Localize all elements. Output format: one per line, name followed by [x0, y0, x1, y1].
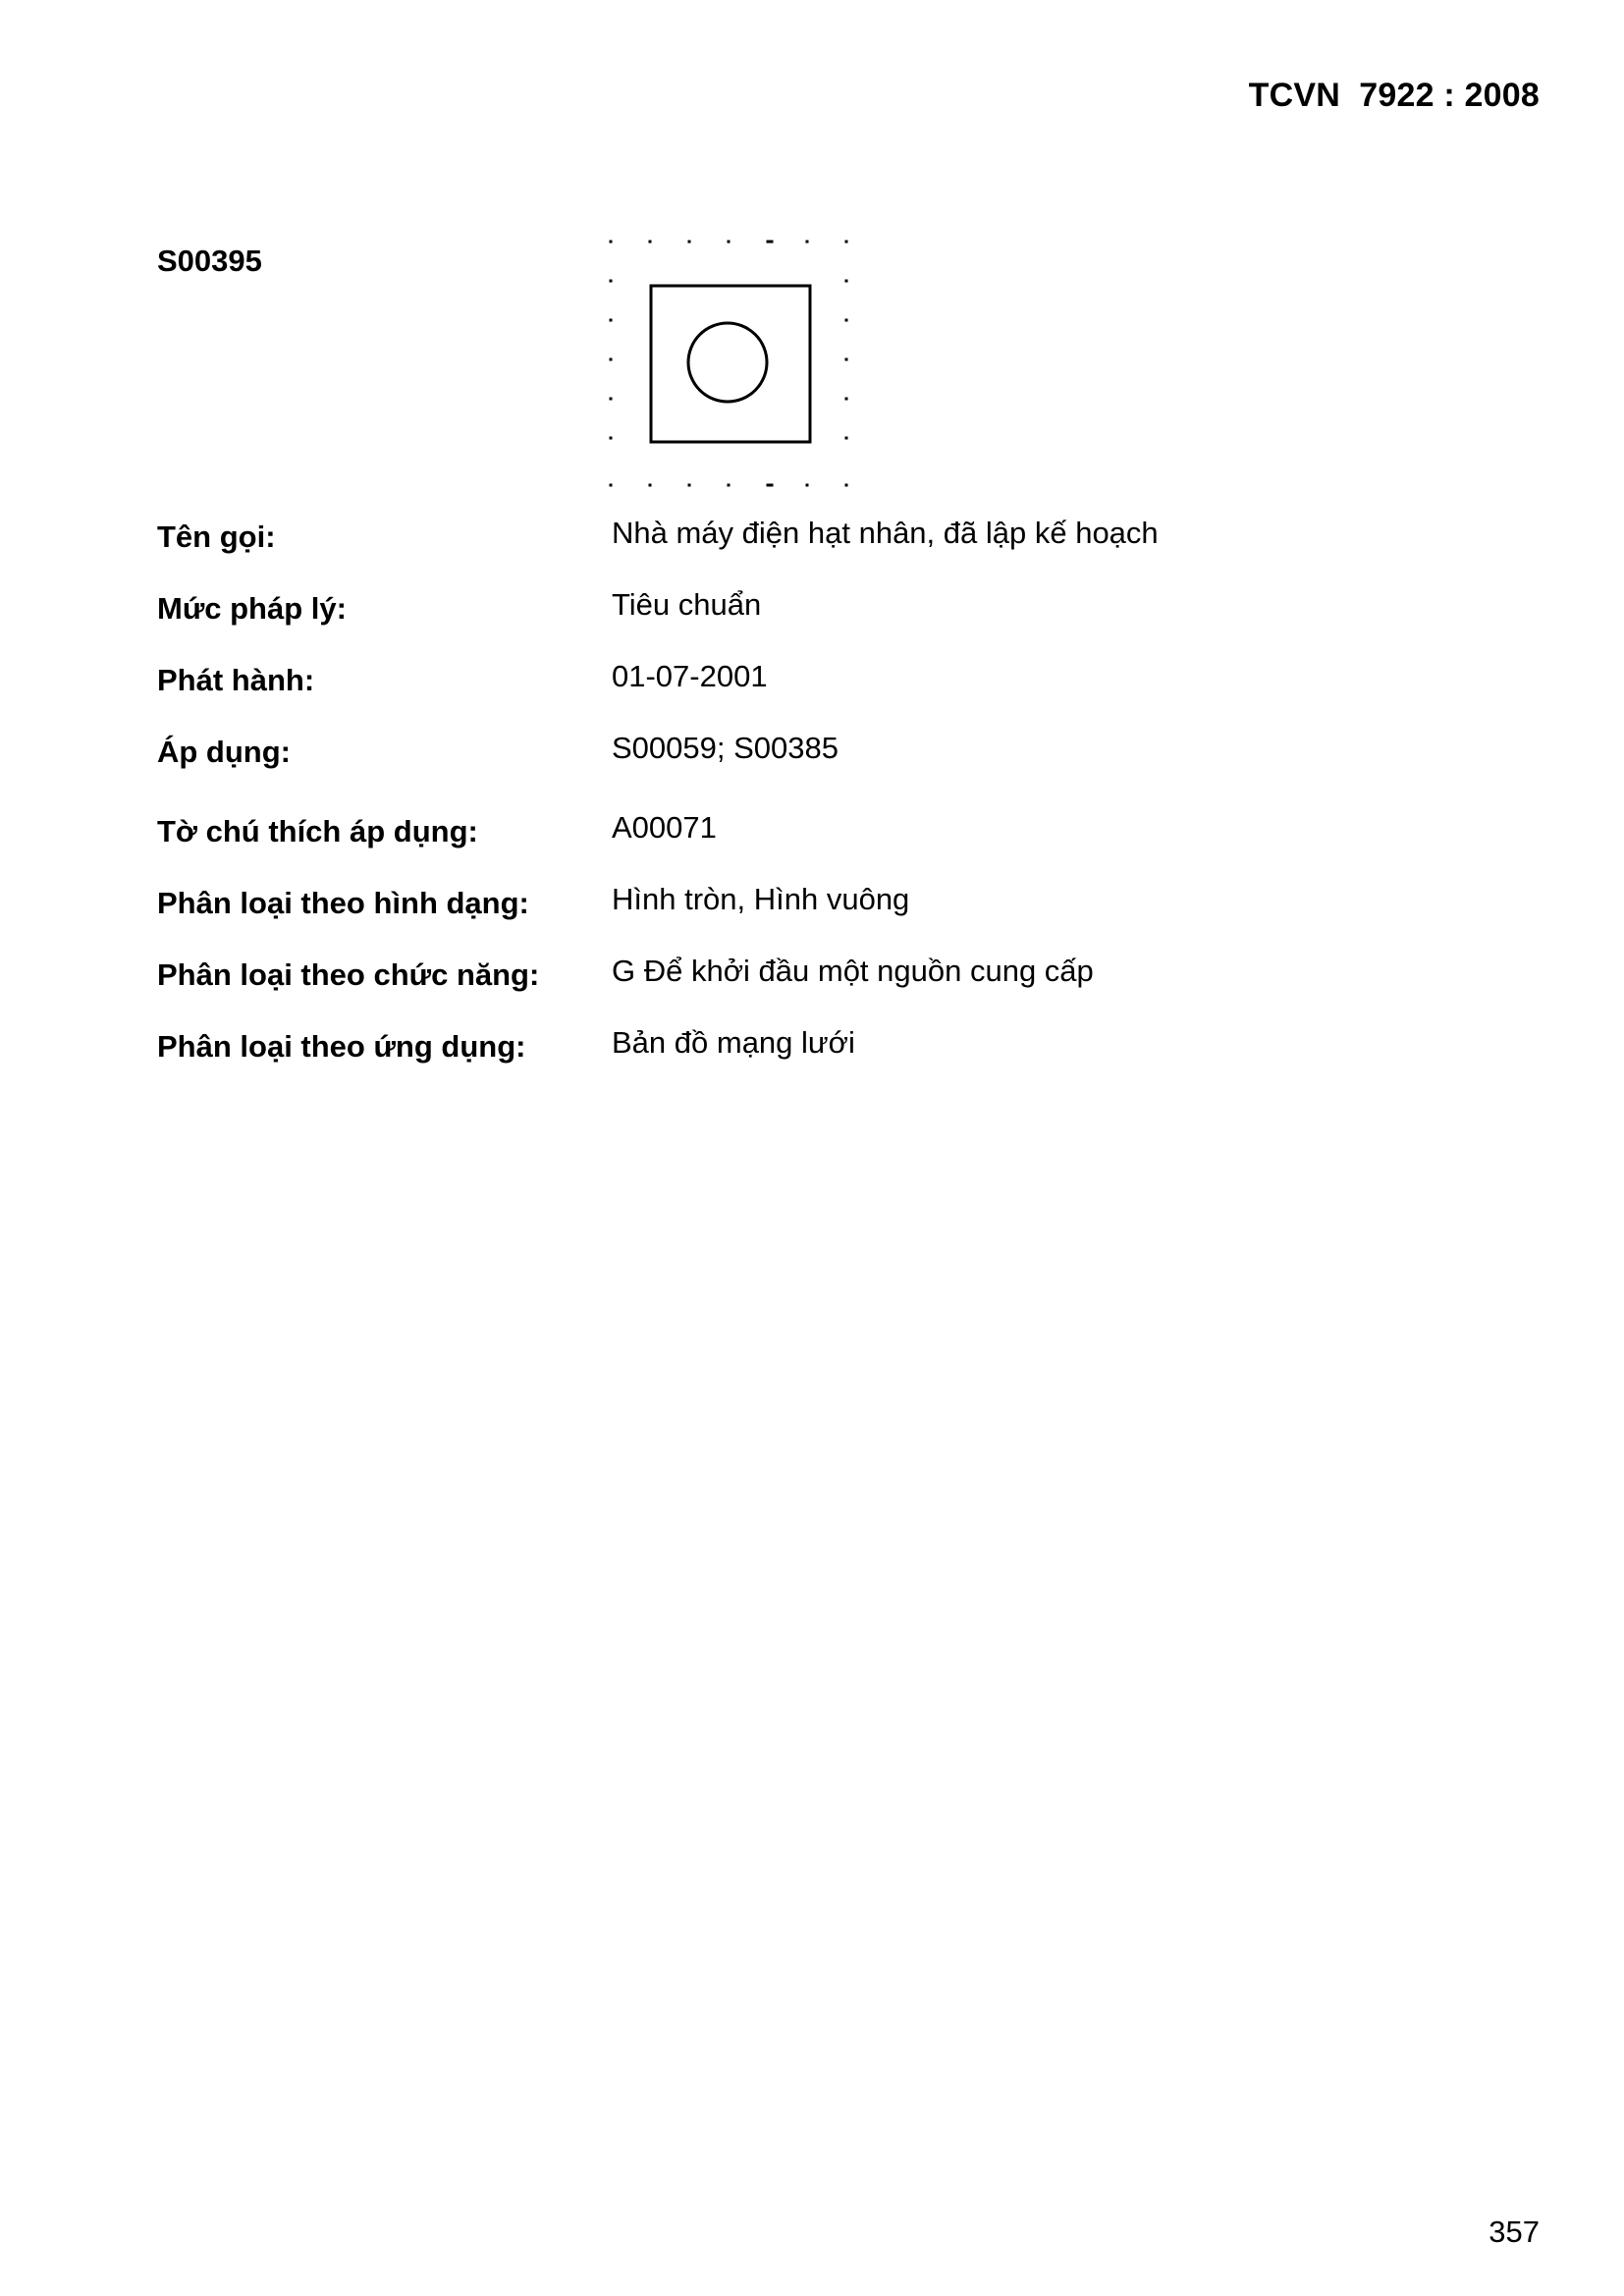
property-value: G Để khởi đầu một nguồn cung cấp: [612, 954, 1094, 988]
grid-dots: [610, 241, 848, 487]
property-label: Phát hành:: [157, 663, 315, 697]
property-value: 01-07-2001: [612, 659, 768, 693]
property-label: Mức pháp lý:: [157, 591, 347, 626]
grid-dot: [845, 319, 848, 322]
grid-dot: [845, 280, 848, 283]
grid-dot: [845, 398, 848, 401]
grid-dot: [845, 241, 848, 244]
grid-dot: [610, 484, 613, 487]
grid-dot: [806, 241, 809, 244]
property-row-application-class: [157, 1025, 1335, 1074]
grid-dot: [767, 484, 774, 487]
property-value: Tiêu chuẩn: [612, 587, 762, 622]
property-row-issued: [157, 659, 1335, 708]
property-row-name: [157, 516, 1335, 565]
property-row-shape-class: [157, 882, 1335, 931]
grid-dot: [806, 484, 809, 487]
grid-dot: [845, 437, 848, 440]
property-value: A00071: [612, 810, 717, 845]
grid-dot: [688, 241, 691, 244]
document-standard-header: TCVN 7922 : 2008: [1248, 77, 1540, 114]
grid-dot: [649, 241, 652, 244]
property-row-annotation-sheet: [157, 810, 1335, 859]
property-value: Hình tròn, Hình vuông: [612, 882, 910, 916]
grid-dot: [845, 358, 848, 361]
grid-dot: [610, 241, 613, 244]
property-label: Phân loại theo chức năng:: [157, 957, 540, 992]
symbol-square: [651, 286, 810, 442]
circle-in-square-symbol-icon: [605, 236, 854, 491]
grid-dot: [649, 484, 652, 487]
property-row-applies: [157, 731, 1335, 780]
grid-dot: [610, 319, 613, 322]
property-value: S00059; S00385: [612, 731, 839, 765]
property-value: Nhà máy điện hạt nhân, đã lập kế hoạch: [612, 516, 1159, 550]
grid-dot: [610, 280, 613, 283]
grid-dot: [610, 358, 613, 361]
grid-dot: [728, 241, 731, 244]
symbol-code: S00395: [157, 244, 262, 278]
symbol-circle: [688, 323, 767, 402]
grid-dot: [688, 484, 691, 487]
property-label: Tờ chú thích áp dụng:: [157, 814, 478, 848]
property-value: Bản đồ mạng lưới: [612, 1025, 855, 1060]
property-row-legal-level: [157, 587, 1335, 636]
grid-dot: [728, 484, 731, 487]
grid-dot: [845, 484, 848, 487]
property-row-function-class: [157, 954, 1335, 1003]
grid-dot: [610, 437, 613, 440]
property-label: Tên gọi:: [157, 519, 276, 554]
property-label: Phân loại theo ứng dụng:: [157, 1029, 526, 1064]
grid-dot: [610, 398, 613, 401]
page-number: 357: [1489, 2214, 1540, 2249]
grid-dot: [767, 241, 774, 244]
property-label: Phân loại theo hình dạng:: [157, 886, 529, 920]
property-label: Áp dụng:: [157, 735, 292, 769]
